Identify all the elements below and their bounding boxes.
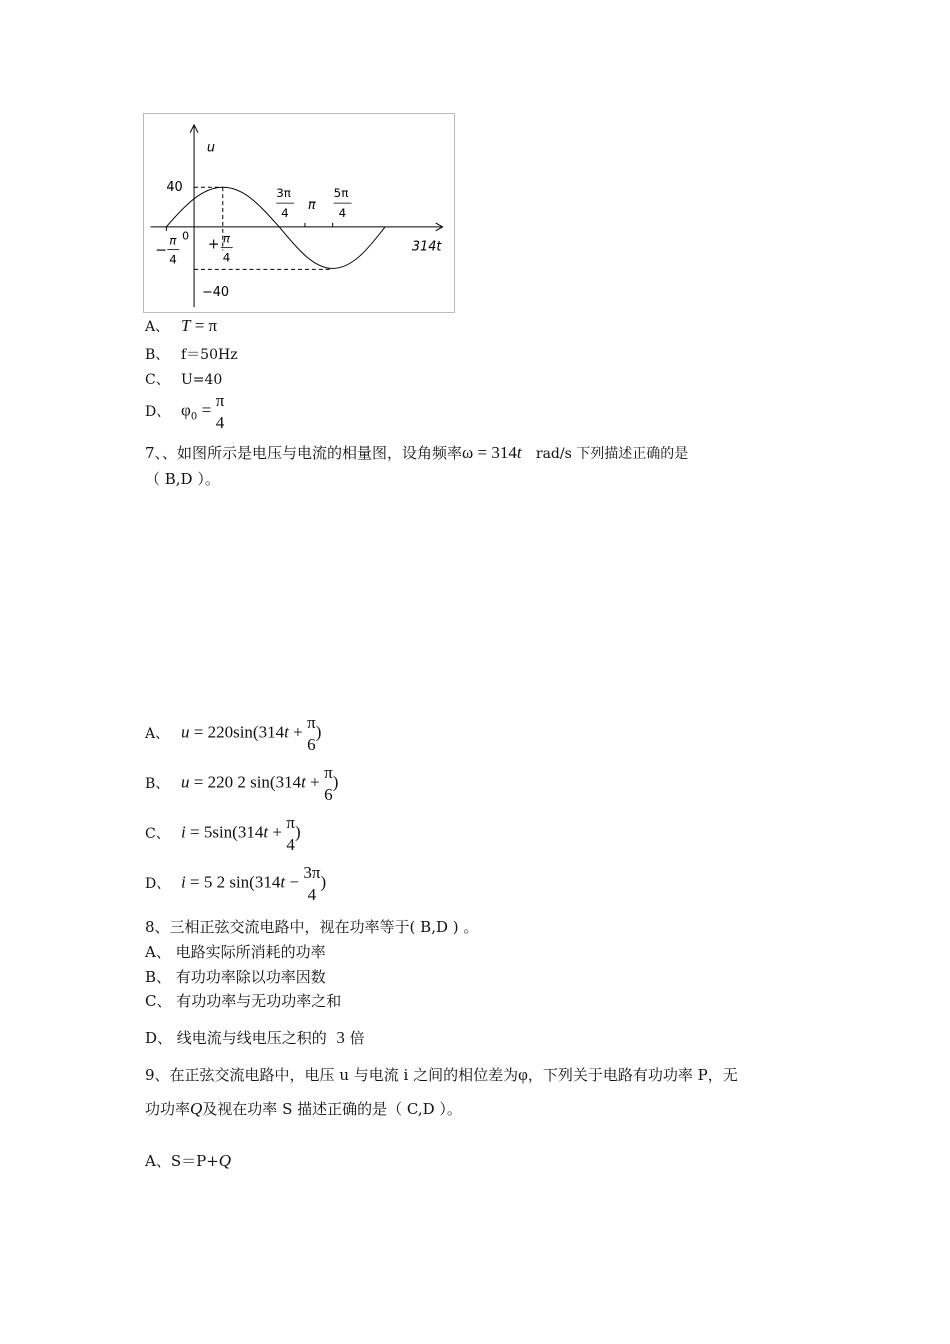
x-axis-label: 314t [411,239,442,255]
q9-stem-line1: 9、在正弦交流电路中，电压 u 与电流 i 之间的相位差为φ，下列关于电路有功功率 P，无 [145,1065,738,1084]
tick-3pi4-num: 3π [276,186,291,201]
q9-option-a: A、S＝P+Q [145,1151,232,1170]
tick-5pi4-num: 5π [333,186,349,201]
tick-pos-den: 4 [222,250,231,265]
q8-option-d: D、 线电流与线电压之积的 3 倍 [145,1028,365,1047]
q8-option-a: A、 电路实际所消耗的功率 [145,943,326,961]
y-top-label: 40 [166,180,183,196]
q6-option-a: A、 T = π [145,316,218,335]
q7-option-c: C、 i = 5sin(314t + π 4 ) [145,813,301,854]
tick-neg-den: 4 [169,252,177,267]
q7-option-a: A、 u = 220sin(314t + π 6 ) [145,713,322,754]
q8-stem: 8、三相正弦交流电路中，视在功率等于( B,D ) 。 [145,918,479,936]
q9-stem-line2: 功功率Q及视在功率 S 描述正确的是（ C,D ）。 [145,1099,462,1118]
q7-stem: 7、、如图所示是电压与电流的相量图，设角频率ω = 314t rad/s 下列描述正确的是 [145,443,689,462]
tick-neg-num: π [169,233,177,248]
q6-option-c: C、 U=40 [145,372,223,388]
origin-label: 0 [182,229,190,243]
tick-pos-sign: + [207,236,220,253]
tick-pi: π [307,198,316,214]
q6-option-d: D、 $\varphi_0$ = π 4 [145,391,225,432]
tick-3pi4-den: 4 [281,205,289,220]
q6-option-b: B、 f＝50Hz [145,347,238,363]
y-bottom-label: −40 [201,285,230,301]
waveform-figure [143,113,455,313]
q8-option-b: B、 有功功率除以功率因数 [145,968,326,986]
q7-option-b: B、 u = 220 2 sin(314t + π 6 ) [145,763,339,804]
tick-pos-num: π [222,231,230,246]
u-label: u [206,140,216,156]
q7-stem-answer: （ B,D ）。 [145,470,220,488]
tick-5pi4-den: 4 [338,205,347,220]
q8-option-c: C、 有功功率与无功功率之和 [145,992,342,1010]
q7-option-d: D、 i = 5 2 sin(314t − 3π 4 ) [145,863,327,904]
tick-neg-sign: − [155,242,168,259]
